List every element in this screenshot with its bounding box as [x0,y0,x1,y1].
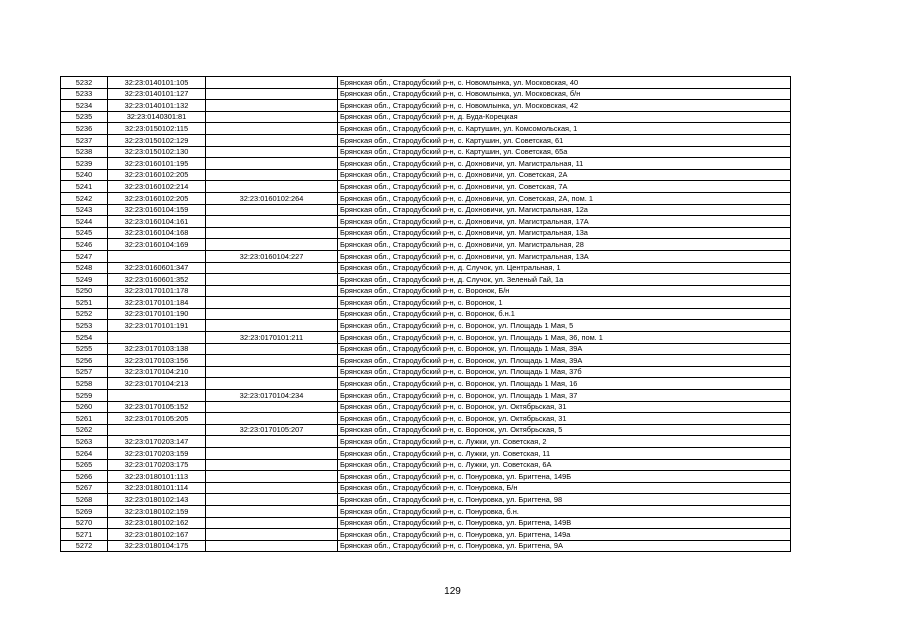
address-cell: Брянская обл., Стародубский р-н, с. Понуровка, ул. Бригтена, 149В [338,517,791,529]
address-cell: Брянская обл., Стародубский р-н, с. Новомлынка, ул. Московская, 40 [338,77,791,89]
address-cell: Брянская обл., Стародубский р-н, д. Случок, ул. Зеленый Гай, 1а [338,274,791,286]
row-number-cell: 5266 [61,471,108,483]
cadastral-number-cell: 32:23:0160601:347 [108,262,206,274]
table-row [61,424,791,436]
row-number-cell: 5257 [61,366,108,378]
address-cell: Брянская обл., Стародубский р-н, с. Дохновичи, ул. Магистральная, 11 [338,158,791,170]
address-cell: Брянская обл., Стародубский р-н, с. Воронок, ул. Площадь 1 Мая, 37 [338,390,791,402]
new-cadastral-number-cell [206,169,338,181]
address-cell: Брянская обл., Стародубский р-н, с. Лужки, ул. Советская, 2 [338,436,791,448]
new-cadastral-number-cell [206,308,338,320]
table-row [61,436,791,448]
table-row [61,204,791,216]
row-number-cell: 5232 [61,77,108,89]
row-number-cell: 5243 [61,204,108,216]
row-number-cell: 5262 [61,424,108,436]
new-cadastral-number-cell [206,529,338,541]
row-number-cell: 5241 [61,181,108,193]
row-number-cell: 5269 [61,505,108,517]
cadastral-number-cell: 32:23:0160601:352 [108,274,206,286]
new-cadastral-number-cell: 32:23:0170105:207 [206,424,338,436]
cadastral-number-cell: 32:23:0160104:159 [108,204,206,216]
row-number-cell: 5268 [61,494,108,506]
table-row [61,169,791,181]
new-cadastral-number-cell [206,204,338,216]
table-row [61,285,791,297]
row-number-cell: 5254 [61,332,108,344]
table-row [61,366,791,378]
new-cadastral-number-cell [206,494,338,506]
cadastral-number-cell [108,332,206,344]
address-cell: Брянская обл., Стародубский р-н, с. Лужки, ул. Советская, 6А [338,459,791,471]
registry-table-body [61,77,791,552]
new-cadastral-number-cell [206,274,338,286]
row-number-cell: 5247 [61,250,108,262]
row-number-cell: 5248 [61,262,108,274]
new-cadastral-number-cell [206,378,338,390]
address-cell: Брянская обл., Стародубский р-н, с. Дохновичи, ул. Магистральная, 28 [338,239,791,251]
new-cadastral-number-cell [206,505,338,517]
table-row [61,378,791,390]
new-cadastral-number-cell: 32:23:0160102:264 [206,192,338,204]
row-number-cell: 5240 [61,169,108,181]
cadastral-number-cell: 32:23:0160104:168 [108,227,206,239]
new-cadastral-number-cell [206,355,338,367]
table-row [61,239,791,251]
table-row [61,111,791,123]
cadastral-number-cell: 32:23:0180101:113 [108,471,206,483]
cadastral-number-cell: 32:23:0170203:159 [108,448,206,460]
table-row [61,494,791,506]
cadastral-number-cell: 32:23:0170104:213 [108,378,206,390]
cadastral-number-cell: 32:23:0170101:184 [108,297,206,309]
address-cell: Брянская обл., Стародубский р-н, с. Лужки, ул. Советская, 11 [338,448,791,460]
cadastral-number-cell: 32:23:0180102:159 [108,505,206,517]
new-cadastral-number-cell [206,436,338,448]
address-cell: Брянская обл., Стародубский р-н, с. Дохновичи, ул. Советская, 2А [338,169,791,181]
cadastral-number-cell: 32:23:0170203:175 [108,459,206,471]
address-cell: Брянская обл., Стародубский р-н, с. Картушин, ул. Советская, 65а [338,146,791,158]
row-number-cell: 5265 [61,459,108,471]
table-row [61,413,791,425]
table-row [61,355,791,367]
cadastral-number-cell: 32:23:0180102:162 [108,517,206,529]
row-number-cell: 5249 [61,274,108,286]
new-cadastral-number-cell [206,216,338,228]
row-number-cell: 5235 [61,111,108,123]
address-cell: Брянская обл., Стародубский р-н, с. Дохновичи, ул. Магистральная, 13а [338,227,791,239]
cadastral-number-cell: 32:23:0170105:152 [108,401,206,413]
new-cadastral-number-cell [206,158,338,170]
table-row [61,448,791,460]
address-cell: Брянская обл., Стародубский р-н, с. Воронок, ул. Октябрьская, 31 [338,401,791,413]
table-row [61,146,791,158]
row-number-cell: 5267 [61,482,108,494]
table-row [61,77,791,89]
address-cell: Брянская обл., Стародубский р-н, с. Понуровка, ул. Бригтена, 9А [338,540,791,552]
row-number-cell: 5233 [61,88,108,100]
new-cadastral-number-cell [206,262,338,274]
table-row [61,123,791,135]
cadastral-number-cell: 32:23:0170103:138 [108,343,206,355]
new-cadastral-number-cell [206,77,338,89]
new-cadastral-number-cell [206,540,338,552]
address-cell: Брянская обл., Стародубский р-н, с. Воронок, ул. Площадь 1 Мая, 16 [338,378,791,390]
row-number-cell: 5252 [61,308,108,320]
cadastral-number-cell: 32:23:0140101:132 [108,100,206,112]
new-cadastral-number-cell [206,366,338,378]
address-cell: Брянская обл., Стародубский р-н, с. Понуровка, ул. Бригтена, 98 [338,494,791,506]
address-cell: Брянская обл., Стародубский р-н, с. Новомлынка, ул. Московская, 42 [338,100,791,112]
cadastral-number-cell: 32:23:0180102:143 [108,494,206,506]
new-cadastral-number-cell [206,297,338,309]
row-number-cell: 5260 [61,401,108,413]
table-row [61,192,791,204]
table-row [61,227,791,239]
cadastral-number-cell: 32:23:0160102:205 [108,169,206,181]
cadastral-number-cell: 32:23:0170105:205 [108,413,206,425]
new-cadastral-number-cell [206,239,338,251]
new-cadastral-number-cell [206,401,338,413]
cadastral-number-cell: 32:23:0150102:115 [108,123,206,135]
address-cell: Брянская обл., Стародубский р-н, с. Воронок, ул. Октябрьская, 5 [338,424,791,436]
row-number-cell: 5256 [61,355,108,367]
row-number-cell: 5271 [61,529,108,541]
row-number-cell: 5258 [61,378,108,390]
cadastral-number-cell: 32:23:0140101:127 [108,88,206,100]
cadastral-number-cell: 32:23:0140301:81 [108,111,206,123]
address-cell: Брянская обл., Стародубский р-н, с. Воронок, Б/н [338,285,791,297]
table-row [61,134,791,146]
new-cadastral-number-cell [206,517,338,529]
address-cell: Брянская обл., Стародубский р-н, с. Воронок, ул. Октябрьская, 31 [338,413,791,425]
table-row [61,505,791,517]
new-cadastral-number-cell [206,459,338,471]
table-row [61,320,791,332]
cadastral-number-cell: 32:23:0160104:161 [108,216,206,228]
address-cell: Брянская обл., Стародубский р-н, с. Картушин, ул. Советская, 61 [338,134,791,146]
cadastral-number-cell: 32:23:0150102:130 [108,146,206,158]
table-row [61,297,791,309]
table-row [61,401,791,413]
table-row [61,158,791,170]
cadastral-number-cell: 32:23:0170101:190 [108,308,206,320]
address-cell: Брянская обл., Стародубский р-н, с. Дохновичи, ул. Магистральная, 12а [338,204,791,216]
address-cell: Брянская обл., Стародубский р-н, с. Дохновичи, ул. Советская, 7А [338,181,791,193]
address-cell: Брянская обл., Стародубский р-н, с. Понуровка, Б/н [338,482,791,494]
new-cadastral-number-cell [206,111,338,123]
table-row [61,540,791,552]
address-cell: Брянская обл., Стародубский р-н, д. Буда-Корецкая [338,111,791,123]
table-row [61,332,791,344]
row-number-cell: 5242 [61,192,108,204]
row-number-cell: 5255 [61,343,108,355]
cadastral-number-cell: 32:23:0160101:195 [108,158,206,170]
address-cell: Брянская обл., Стародубский р-н, с. Воронок, ул. Площадь 1 Мая, 37б [338,366,791,378]
table-row [61,343,791,355]
cadastral-number-cell: 32:23:0140101:105 [108,77,206,89]
cadastral-number-cell: 32:23:0180102:167 [108,529,206,541]
row-number-cell: 5261 [61,413,108,425]
table-row [61,216,791,228]
cadastral-number-cell [108,424,206,436]
table-row [61,529,791,541]
new-cadastral-number-cell [206,482,338,494]
table-row [61,517,791,529]
cadastral-number-cell: 32:23:0170101:178 [108,285,206,297]
new-cadastral-number-cell [206,343,338,355]
new-cadastral-number-cell [206,146,338,158]
cadastral-number-cell: 32:23:0170203:147 [108,436,206,448]
cadastral-number-cell: 32:23:0180101:114 [108,482,206,494]
row-number-cell: 5236 [61,123,108,135]
row-number-cell: 5253 [61,320,108,332]
cadastral-number-cell: 32:23:0160102:205 [108,192,206,204]
row-number-cell: 5245 [61,227,108,239]
row-number-cell: 5237 [61,134,108,146]
cadastral-number-cell: 32:23:0160104:169 [108,239,206,251]
new-cadastral-number-cell: 32:23:0170101:211 [206,332,338,344]
address-cell: Брянская обл., Стародубский р-н, с. Воронок, 1 [338,297,791,309]
new-cadastral-number-cell [206,134,338,146]
cadastral-number-cell: 32:23:0170104:210 [108,366,206,378]
new-cadastral-number-cell: 32:23:0160104:227 [206,250,338,262]
address-cell: Брянская обл., Стародубский р-н, с. Дохновичи, ул. Советская, 2А, пом. 1 [338,192,791,204]
cadastral-number-cell [108,390,206,402]
cadastral-number-cell: 32:23:0170101:191 [108,320,206,332]
row-number-cell: 5264 [61,448,108,460]
new-cadastral-number-cell [206,471,338,483]
row-number-cell: 5251 [61,297,108,309]
row-number-cell: 5246 [61,239,108,251]
table-row [61,250,791,262]
cadastral-number-cell: 32:23:0180104:175 [108,540,206,552]
table-row [61,471,791,483]
address-cell: Брянская обл., Стародубский р-н, с. Воронок, ул. Площадь 1 Мая, 36, пом. 1 [338,332,791,344]
cadastral-number-cell: 32:23:0150102:129 [108,134,206,146]
row-number-cell: 5238 [61,146,108,158]
address-cell: Брянская обл., Стародубский р-н, с. Воронок, ул. Площадь 1 Мая, 39А [338,343,791,355]
table-row [61,88,791,100]
new-cadastral-number-cell [206,123,338,135]
address-cell: Брянская обл., Стародубский р-н, с. Дохновичи, ул. Магистральная, 13А [338,250,791,262]
new-cadastral-number-cell [206,88,338,100]
page-number: 129 [444,586,461,597]
registry-table [60,76,791,552]
new-cadastral-number-cell [206,100,338,112]
address-cell: Брянская обл., Стародубский р-н, с. Дохновичи, ул. Магистральная, 17А [338,216,791,228]
cadastral-number-cell [108,250,206,262]
new-cadastral-number-cell [206,320,338,332]
new-cadastral-number-cell [206,227,338,239]
new-cadastral-number-cell [206,413,338,425]
row-number-cell: 5250 [61,285,108,297]
address-cell: Брянская обл., Стародубский р-н, с. Новомлынка, ул. Московская, б/н [338,88,791,100]
table-row [61,459,791,471]
address-cell: Брянская обл., Стародубский р-н, д. Случок, ул. Центральная, 1 [338,262,791,274]
address-cell: Брянская обл., Стародубский р-н, с. Воронок, б.н.1 [338,308,791,320]
cadastral-number-cell: 32:23:0170103:156 [108,355,206,367]
row-number-cell: 5263 [61,436,108,448]
address-cell: Брянская обл., Стародубский р-н, с. Понуровка, ул. Бригтена, 149а [338,529,791,541]
table-row [61,308,791,320]
table-row [61,100,791,112]
address-cell: Брянская обл., Стародубский р-н, с. Воронок, ул. Площадь 1 Мая, 5 [338,320,791,332]
new-cadastral-number-cell: 32:23:0170104:234 [206,390,338,402]
address-cell: Брянская обл., Стародубский р-н, с. Воронок, ул. Площадь 1 Мая, 39А [338,355,791,367]
row-number-cell: 5244 [61,216,108,228]
address-cell: Брянская обл., Стародубский р-н, с. Картушин, ул. Комсомольская, 1 [338,123,791,135]
address-cell: Брянская обл., Стародубский р-н, с. Понуровка, б.н. [338,505,791,517]
row-number-cell: 5234 [61,100,108,112]
address-cell: Брянская обл., Стародубский р-н, с. Понуровка, ул. Бригтена, 149Б [338,471,791,483]
table-row [61,482,791,494]
new-cadastral-number-cell [206,181,338,193]
row-number-cell: 5272 [61,540,108,552]
cadastral-number-cell: 32:23:0160102:214 [108,181,206,193]
table-row [61,181,791,193]
row-number-cell: 5239 [61,158,108,170]
table-row [61,274,791,286]
new-cadastral-number-cell [206,285,338,297]
new-cadastral-number-cell [206,448,338,460]
row-number-cell: 5270 [61,517,108,529]
table-row [61,390,791,402]
table-row [61,262,791,274]
row-number-cell: 5259 [61,390,108,402]
